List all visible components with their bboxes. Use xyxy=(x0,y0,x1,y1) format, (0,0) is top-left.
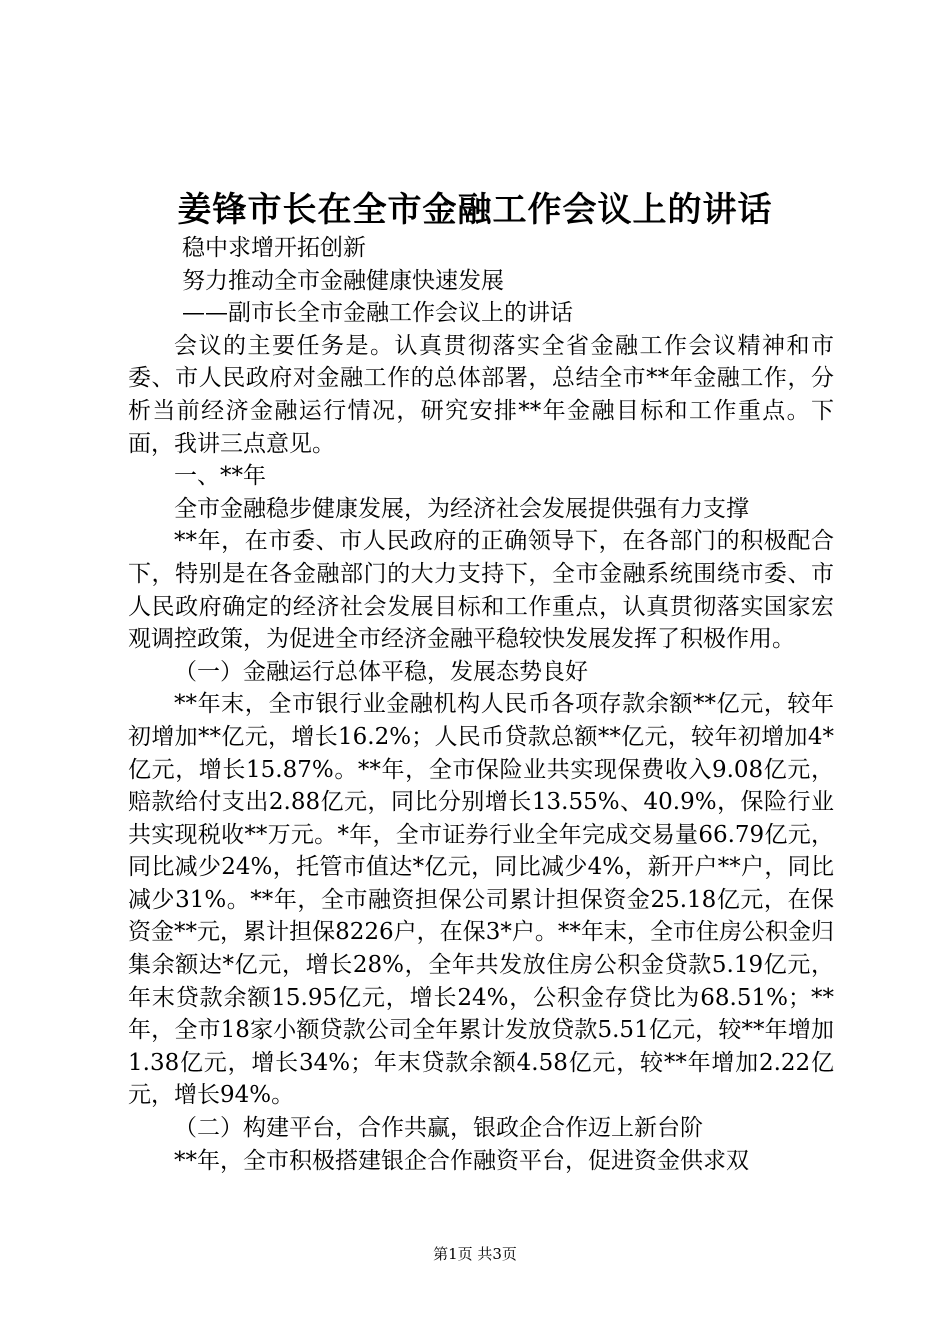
document-title: 姜锋市长在全市金融工作会议上的讲话 xyxy=(177,190,773,230)
subtitle-line-3: ——副市长全市金融工作会议上的讲话 xyxy=(182,300,573,327)
paragraph-statistics: **年末，全市银行业金融机构人民币各项存款余额**亿元，较年初增加**亿元，增长16.2%；人民币贷款总额**亿元，较年初增加4*亿元，增长15.87%。**年，全市保险业共实现保费收入9.08亿元，赔款给付支出2.88亿元，同比分别增长13.55%、40.9%，保险行业共实现税收**万元。*年，全市证券行业全年完成交易量66.79亿元，同比减少24%，托管市值达*亿元，同比减少4%，新开户**户，同比减少31%。**年，全市融资担保公司累计担保资金25.18亿元，在保资金**元，累计担保8226户，在保3*户。**年末，全市住房公积金归集余额达*亿元，增长28%，全年共发放住房公积金贷款5.19亿元，年末贷款余额15.95亿元，增长24%，公积金存贷比为68.51%；**年，全市18家小额贷款公司全年累计发放贷款5.51亿元，较**年增加1.38亿元，增长34%；年末贷款余额4.58亿元，较**年增加2.22亿元，增长94%。 xyxy=(128,691,834,1109)
page-footer: 第1页 共3页 xyxy=(433,1245,517,1263)
paragraph-intro: 会议的主要任务是。认真贯彻落实全省金融工作会议精神和市委、市人民政府对金融工作的总体部署，总结全市**年金融工作，分析当前经济金融运行情况，研究安排**年金融目标和工作重点。下面，我讲三点意见。 xyxy=(128,332,834,457)
paragraph-section-1: **年，在市委、市人民政府的正确领导下，在各部门的积极配合下，特别是在各金融部门的大力支持下，全市金融系统围绕市委、市人民政府确定的经济社会发展目标和工作重点，认真贯彻落实国家宏观调控政策，为促进全市经济金融平稳较快发展发挥了积极作用。 xyxy=(128,528,834,653)
subsection-heading-2: （二）构建平台，合作共赢，银政企合作迈上新台阶 xyxy=(174,1115,703,1142)
subtitle-line-2: 努力推动全市金融健康快速发展 xyxy=(182,267,504,294)
section-heading-1: 一、**年 xyxy=(174,463,266,490)
document-body xyxy=(128,232,834,1177)
subtitle-line-1: 稳中求增开拓创新 xyxy=(182,235,366,261)
paragraph-partial: **年，全市积极搭建银企合作融资平台，促进资金供求双 xyxy=(174,1147,749,1174)
subsection-heading-1: （一）金融运行总体平稳，发展态势良好 xyxy=(174,658,588,685)
section-heading-1-subtitle: 全市金融稳步健康发展，为经济社会发展提供强有力支撑 xyxy=(174,495,749,522)
